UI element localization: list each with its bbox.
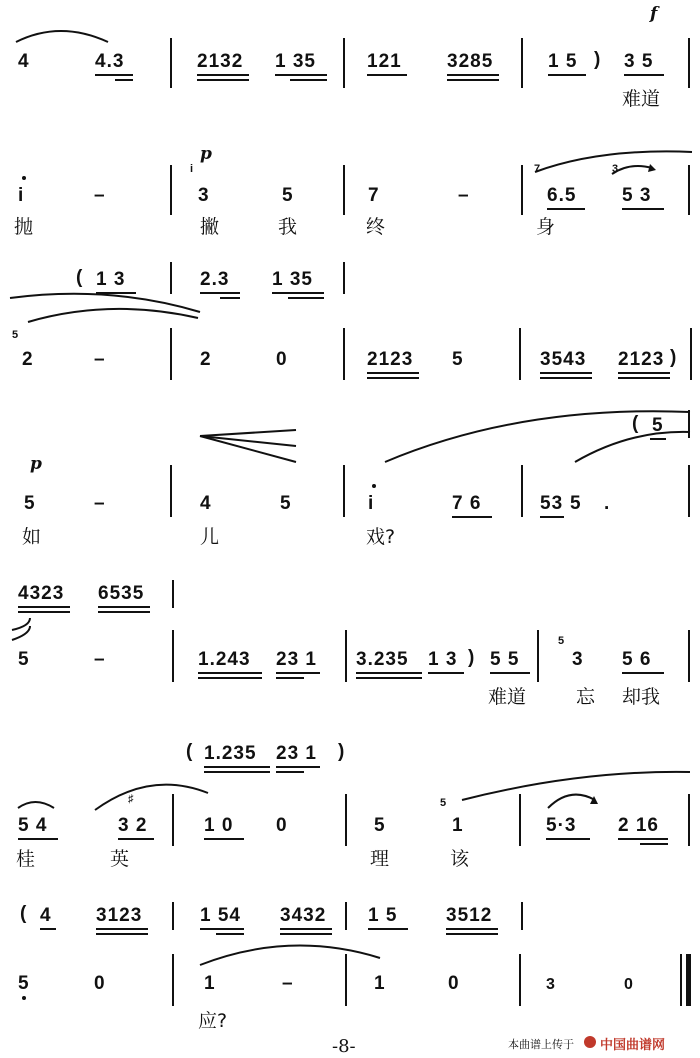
lyric: 身 <box>536 216 556 238</box>
barline <box>519 328 521 380</box>
note: – <box>94 185 106 206</box>
note: 6535 <box>98 583 145 604</box>
underline <box>428 672 464 674</box>
grace-note: 7 <box>534 163 541 175</box>
cresc-row4-b <box>200 430 296 436</box>
barline <box>521 465 523 517</box>
lyric: 难道 <box>622 88 661 110</box>
page-number: -8- <box>332 1036 356 1057</box>
lyric: 却我 <box>622 686 661 708</box>
paren: ( <box>632 413 640 434</box>
underline <box>204 766 270 768</box>
note: 4 <box>18 51 30 72</box>
barline <box>172 630 174 682</box>
barline <box>345 794 347 846</box>
slur-row3-short <box>28 309 198 322</box>
barline <box>170 165 172 215</box>
underline <box>216 933 244 935</box>
note: 5 <box>24 493 36 514</box>
note: 1 3 <box>96 269 126 290</box>
barline <box>688 38 690 88</box>
note: – <box>94 493 106 514</box>
note: 3 <box>198 185 210 206</box>
note: 0 <box>624 976 634 993</box>
slur-row6 <box>95 785 208 810</box>
underline <box>96 928 148 930</box>
lyric: 我 <box>278 216 298 238</box>
underline <box>356 677 422 679</box>
note: 1 0 <box>204 815 234 836</box>
note: 5 3 <box>622 185 652 206</box>
underline <box>95 74 133 76</box>
note: 1 5 <box>548 51 578 72</box>
barline <box>688 630 690 682</box>
underline <box>204 838 244 840</box>
final-barline-thick <box>686 954 691 1006</box>
cresc-row4-c <box>200 436 296 446</box>
underline <box>96 933 148 935</box>
underline <box>98 606 150 608</box>
note: 3 5 <box>624 51 654 72</box>
lyric: 如 <box>22 526 42 548</box>
underline <box>446 928 498 930</box>
barline <box>172 902 174 930</box>
final-barline-thin <box>680 954 682 1006</box>
underline <box>197 79 249 81</box>
lyric: 应? <box>198 1010 228 1032</box>
underline <box>276 672 320 674</box>
note: 5 <box>374 815 386 836</box>
underline <box>548 74 586 76</box>
note: 5 6 <box>622 649 652 670</box>
underline <box>618 372 670 374</box>
underline <box>540 516 564 518</box>
slur-row5-left <box>12 618 30 630</box>
note: 23 1 <box>276 743 317 764</box>
barline <box>343 465 345 517</box>
grace-note: 5 <box>440 797 447 809</box>
note: 3543 <box>540 349 587 370</box>
underline <box>198 672 262 674</box>
lyric: 英 <box>110 848 130 870</box>
note: 1.235 <box>204 743 257 764</box>
lyric: 儿 <box>200 526 220 548</box>
paren: ( <box>20 903 28 924</box>
underline <box>618 377 670 379</box>
tie-row6-a <box>18 802 54 808</box>
slur-row6-long <box>462 772 690 800</box>
underline <box>18 838 58 840</box>
grace-note: 5 <box>558 635 565 647</box>
underline <box>367 377 419 379</box>
barline <box>521 902 523 930</box>
note: 2 16 <box>618 815 659 836</box>
slur-row7 <box>200 946 380 965</box>
note: 2 <box>22 349 34 370</box>
note: 5 <box>282 185 294 206</box>
barline <box>519 794 521 846</box>
barline <box>688 410 690 438</box>
note: 3432 <box>280 905 327 926</box>
underline <box>368 928 408 930</box>
note: 6.5 <box>547 185 577 206</box>
underline <box>367 372 419 374</box>
underline <box>650 438 666 440</box>
paren: ( <box>76 267 84 288</box>
note: 2132 <box>197 51 244 72</box>
paren: ( <box>186 741 194 762</box>
high-dot <box>372 484 376 488</box>
lyric: 该 <box>450 848 470 870</box>
underline <box>356 672 422 674</box>
paren: ) <box>468 647 476 668</box>
underline <box>540 372 592 374</box>
barline <box>521 38 523 88</box>
note: 23 1 <box>276 649 317 670</box>
note: 3512 <box>446 905 493 926</box>
barline <box>170 465 172 517</box>
dynamic-forte: f <box>650 4 658 24</box>
high-dot <box>22 176 26 180</box>
underline <box>280 933 332 935</box>
underline <box>446 933 498 935</box>
underline <box>452 516 492 518</box>
underline <box>288 297 324 299</box>
lyric: 忘 <box>576 686 596 708</box>
barline <box>519 954 521 1006</box>
underline <box>276 766 320 768</box>
underline <box>624 74 664 76</box>
underline <box>115 79 133 81</box>
barline <box>690 328 692 380</box>
dynamic-piano: p <box>200 144 212 164</box>
underline <box>490 672 530 674</box>
barline <box>345 902 347 930</box>
note: 1 5 <box>368 905 398 926</box>
underline <box>18 611 70 613</box>
barline <box>688 465 690 517</box>
note: 0 <box>276 815 288 836</box>
note: 0 <box>276 349 288 370</box>
underline <box>18 606 70 608</box>
underline <box>220 297 240 299</box>
grace-note: 3 <box>612 163 619 175</box>
barline <box>172 580 174 608</box>
underline <box>540 377 592 379</box>
note: i <box>368 493 375 514</box>
lyric: 桂 <box>16 848 36 870</box>
note: 1 3 <box>428 649 458 670</box>
slur-row4 <box>385 411 690 462</box>
note: 5 <box>18 649 30 670</box>
barline <box>345 630 347 682</box>
underline <box>290 79 327 81</box>
note: 0 <box>94 973 106 994</box>
barline <box>688 794 690 846</box>
grace-note: 5 <box>12 329 19 341</box>
note: 2 <box>200 349 212 370</box>
slur-row4-b <box>575 432 690 462</box>
note: 3123 <box>96 905 143 926</box>
barline <box>170 328 172 380</box>
note: 1.243 <box>198 649 251 670</box>
lyric: 戏? <box>366 526 396 548</box>
underline <box>640 843 668 845</box>
note: 1 <box>452 815 464 836</box>
barline <box>170 262 172 294</box>
arrow-row2 <box>648 164 656 172</box>
underline <box>272 292 324 294</box>
lyric: 撇 <box>200 216 220 238</box>
underline <box>447 74 499 76</box>
tie-row1 <box>16 31 108 42</box>
note: i <box>18 185 25 206</box>
underline <box>622 672 664 674</box>
cresc-row4-a <box>200 436 296 462</box>
underline <box>622 208 664 210</box>
paren: ) <box>594 49 602 70</box>
note: 7 <box>368 185 380 206</box>
barline <box>172 954 174 1006</box>
note: 2123 <box>367 349 414 370</box>
underline <box>547 208 585 210</box>
note: 2123 <box>618 349 665 370</box>
paren: ) <box>338 741 346 762</box>
dot: . <box>604 493 611 514</box>
underline <box>198 677 262 679</box>
note: 4 <box>200 493 212 514</box>
barline <box>537 630 539 682</box>
note: 3 <box>546 976 556 993</box>
note: 5 <box>18 973 30 994</box>
note: – <box>282 973 294 994</box>
barline <box>170 38 172 88</box>
underline <box>546 838 590 840</box>
note: 3 2 <box>118 815 148 836</box>
underline <box>367 74 407 76</box>
note: 3 <box>572 649 584 670</box>
note: 5 <box>652 415 664 436</box>
lyric: 难道 <box>488 686 527 708</box>
note: 0 <box>448 973 460 994</box>
note: 53 <box>540 493 564 514</box>
grace-note: i <box>190 163 194 175</box>
note: 1 <box>374 973 386 994</box>
note: 1 54 <box>200 905 241 926</box>
note: 7 6 <box>452 493 482 514</box>
note: 4.3 <box>95 51 125 72</box>
dynamic-piano: p <box>30 454 42 474</box>
lyric: 抛 <box>14 216 34 238</box>
barline <box>688 165 690 215</box>
underline <box>204 771 270 773</box>
underline <box>197 74 249 76</box>
underline <box>275 74 327 76</box>
barline <box>521 165 523 215</box>
note: 121 <box>367 51 402 72</box>
trill-mark: ♯ <box>128 793 134 805</box>
barline <box>343 38 345 88</box>
note: – <box>458 185 470 206</box>
barline <box>343 328 345 380</box>
low-dot <box>22 996 26 1000</box>
upload-note: 本曲谱上传于 <box>508 1038 574 1051</box>
note: 4 <box>40 905 52 926</box>
barline <box>172 794 174 846</box>
lyric: 理 <box>370 848 390 870</box>
note: 3.235 <box>356 649 409 670</box>
note: 2.3 <box>200 269 230 290</box>
underline <box>280 928 332 930</box>
underline <box>276 771 304 773</box>
underline <box>118 838 154 840</box>
note: – <box>94 649 106 670</box>
underline <box>96 292 136 294</box>
underline <box>276 677 304 679</box>
site-logo-icon <box>584 1036 596 1048</box>
turn-row6 <box>548 795 595 808</box>
note: 5 <box>280 493 292 514</box>
note: 3285 <box>447 51 494 72</box>
underline <box>618 838 668 840</box>
paren: ) <box>670 347 678 368</box>
note: 4323 <box>18 583 65 604</box>
underline <box>447 79 499 81</box>
lyric: 终 <box>366 216 386 238</box>
underline <box>98 611 150 613</box>
underline <box>40 928 56 930</box>
note: 5 <box>570 493 582 514</box>
note: 5·3 <box>546 815 577 836</box>
underline <box>200 292 240 294</box>
note: 5 4 <box>18 815 48 836</box>
barline <box>343 165 345 215</box>
note: 1 <box>204 973 216 994</box>
note: 5 <box>452 349 464 370</box>
barline <box>345 954 347 1006</box>
underline <box>200 928 244 930</box>
site-brand: 中国曲谱网 <box>600 1038 666 1053</box>
note: 1 35 <box>275 51 316 72</box>
note: 5 5 <box>490 649 520 670</box>
note: 1 35 <box>272 269 313 290</box>
barline <box>343 262 345 294</box>
note: – <box>94 349 106 370</box>
